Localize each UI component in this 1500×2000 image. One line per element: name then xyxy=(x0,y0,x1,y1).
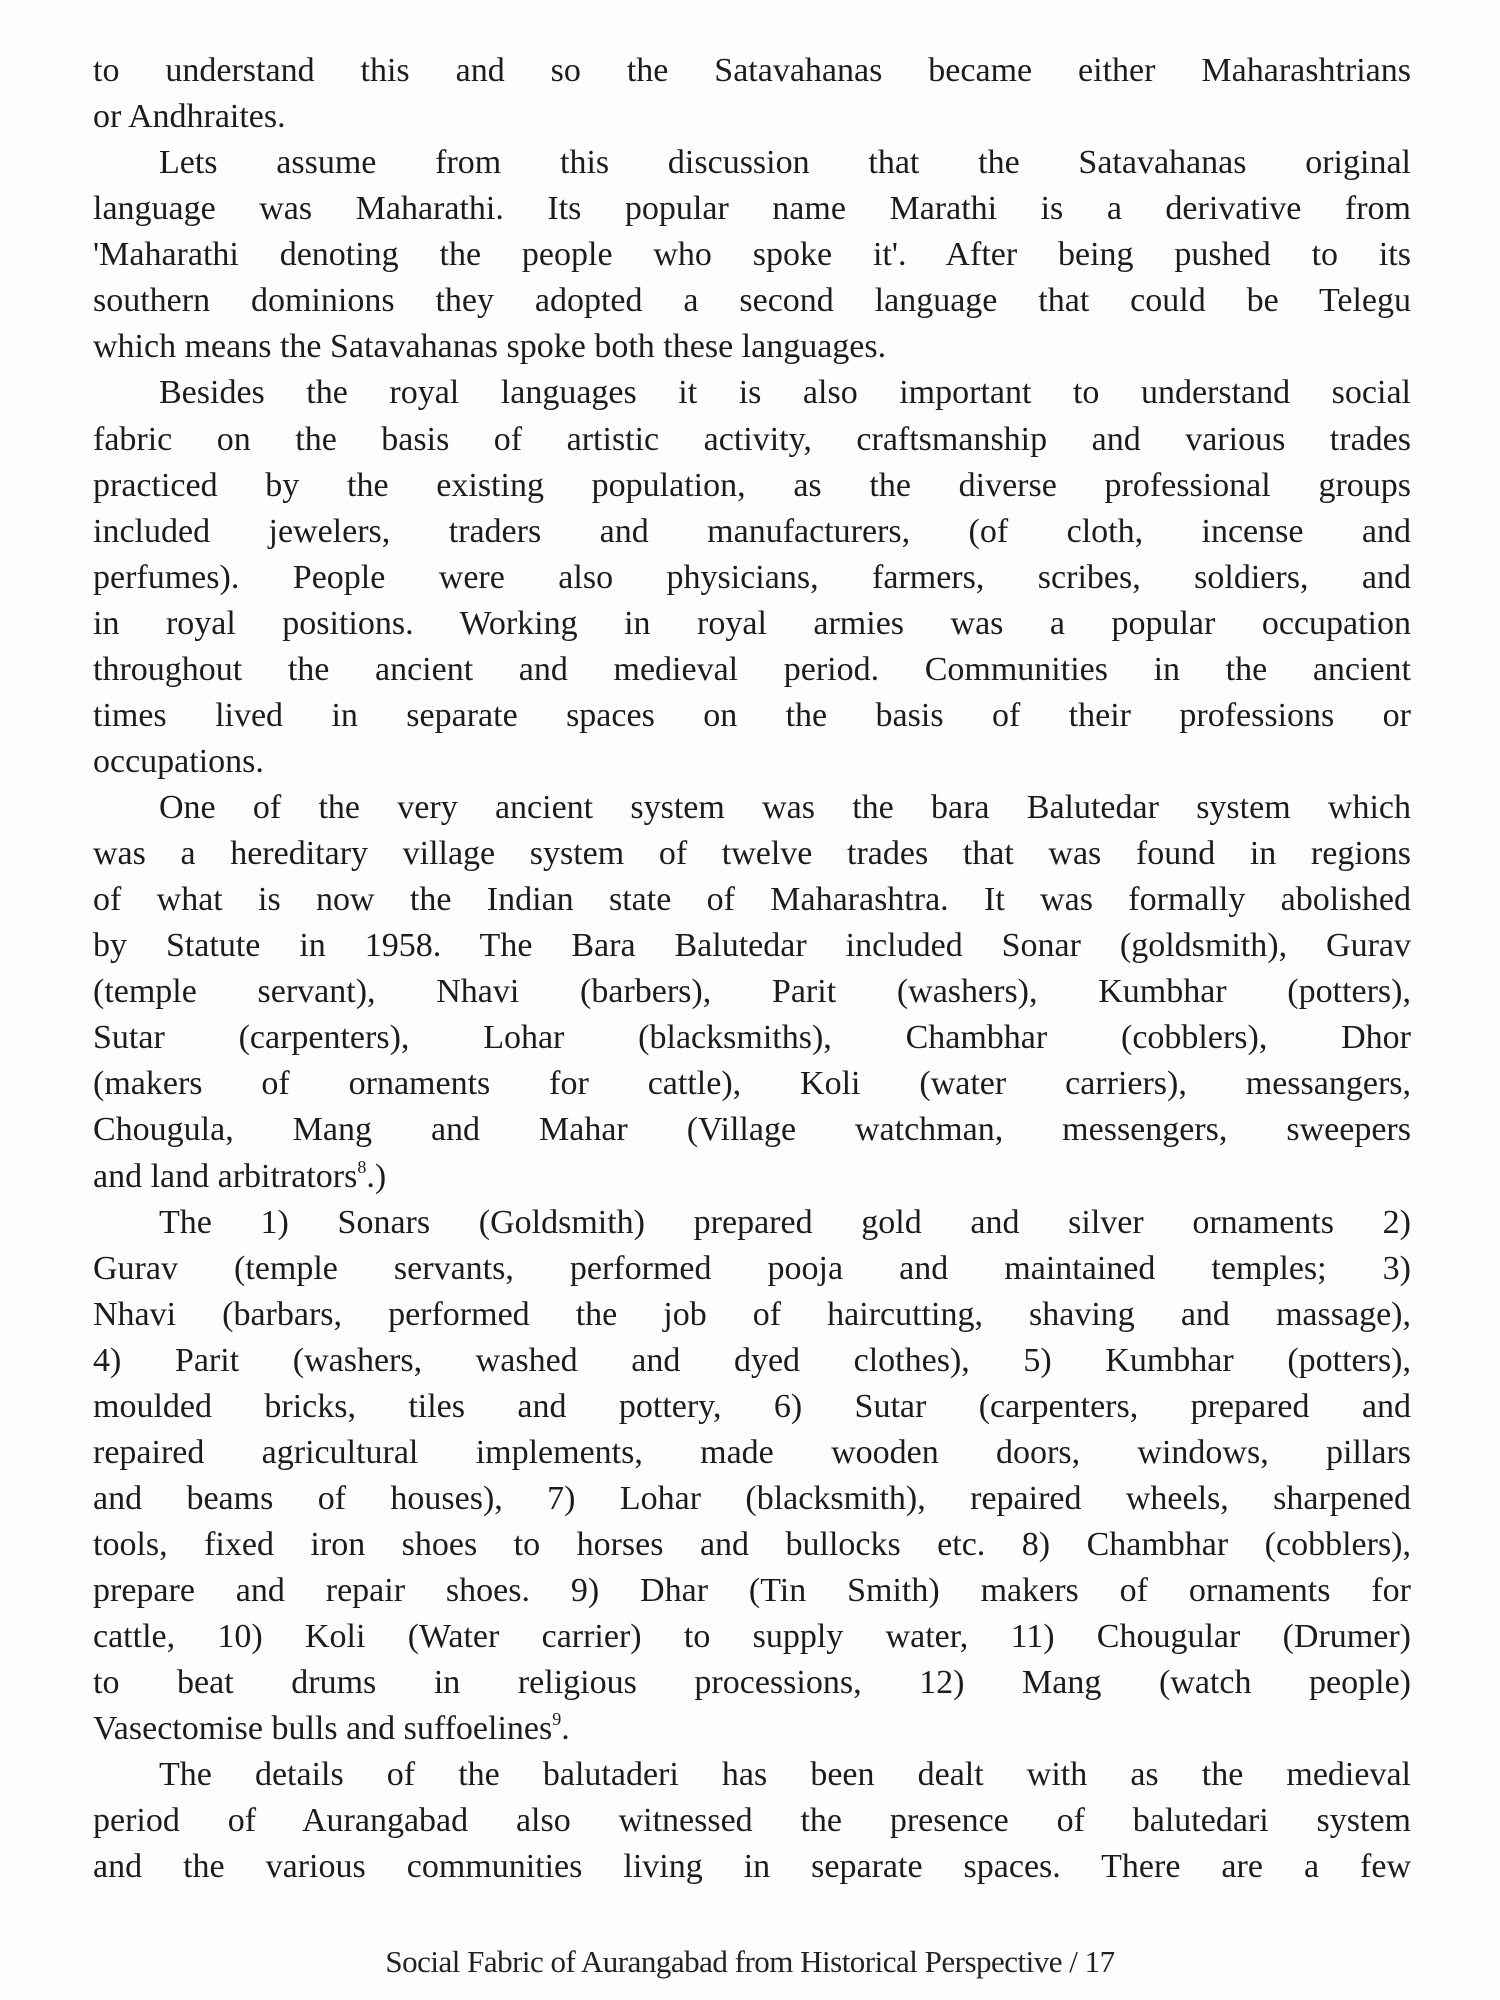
text-line: repaired agricultural implements, made wooden doors, windows, pillars xyxy=(93,1433,1411,1471)
text-line: prepare and repair shoes. 9) Dhar (Tin Smith) makers of ornaments for xyxy=(93,1572,1411,1610)
text-line: and the various communities living in separate spaces. There are a few xyxy=(93,1848,1411,1886)
text-line: southern dominions they adopted a second language that could be Telegu xyxy=(93,282,1411,320)
text-line: The details of the balutaderi has been dealt with as the medieval xyxy=(159,1756,1411,1794)
text-line: included jewelers, traders and manufacturers, (of cloth, incense and xyxy=(93,512,1411,550)
line-text: Vasectomise bulls and suffoelines xyxy=(93,1710,553,1748)
text-line: 4) Parit (washers, washed and dyed clothes), 5) Kumbhar (potters), xyxy=(93,1341,1411,1379)
text-line: and beams of houses), 7) Lohar (blacksmith), repaired wheels, sharpened xyxy=(93,1479,1411,1517)
line-text: and land arbitrators xyxy=(93,1157,358,1195)
text-line: moulded bricks, tiles and pottery, 6) Sutar (carpenters, prepared and xyxy=(93,1387,1411,1425)
text-line: perfumes). People were also physicians, farmers, scribes, soldiers, and xyxy=(93,558,1411,596)
text-line: Nhavi (barbars, performed the job of haircutting, shaving and massage), xyxy=(93,1295,1411,1333)
text-line xyxy=(93,1706,1411,1752)
text-line xyxy=(93,1154,1411,1200)
text-line: language was Maharathi. Its popular name Marathi is a derivative from xyxy=(93,190,1411,228)
text-line: practiced by the existing population, as the diverse professional groups xyxy=(93,466,1411,504)
text-line: (makers of ornaments for cattle), Koli (water carriers), messangers, xyxy=(93,1065,1411,1103)
text-line: tools, fixed iron shoes to horses and bullocks etc. 8) Chambhar (cobblers), xyxy=(93,1526,1411,1563)
text-line: times lived in separate spaces on the basis of their professions or xyxy=(93,696,1411,734)
text-line: to understand this and so the Satavahanas became either Maharashtrians xyxy=(93,52,1411,89)
text-line: (temple servant), Nhavi (barbers), Parit (washers), Kumbhar (potters), xyxy=(93,973,1411,1011)
text-line: occupations. xyxy=(93,742,264,780)
text-line: throughout the ancient and medieval period. Communities in the ancient xyxy=(93,650,1411,688)
text-line: or Andhraites. xyxy=(93,98,286,136)
text-line: of what is now the Indian state of Maharashtra. It was formally abolished xyxy=(93,881,1411,919)
text-line: Chougula, Mang and Mahar (Village watchman, messengers, sweepers xyxy=(93,1111,1411,1149)
footnote-reference[interactable]: 9 xyxy=(552,1709,562,1730)
text-line: Sutar (carpenters), Lohar (blacksmiths), Chambhar (cobblers), Dhor xyxy=(93,1019,1411,1057)
body-text xyxy=(93,48,1411,1891)
line-text: . xyxy=(561,1710,570,1748)
text-line: cattle, 10) Koli (Water carrier) to supply water, 11) Chougular (Drumer) xyxy=(93,1618,1411,1656)
text-line: Gurav (temple servants, performed pooja and maintained temples; 3) xyxy=(93,1249,1411,1287)
text-line: by Statute in 1958. The Bara Balutedar included Sonar (goldsmith), Gurav xyxy=(93,927,1411,965)
text-line: 'Maharathi denoting the people who spoke it'. After being pushed to its xyxy=(93,236,1411,274)
page-footer: Social Fabric of Aurangabad from Historical Perspective / 17 xyxy=(385,1944,1115,1979)
text-line: fabric on the basis of artistic activity, craftsmanship and various trades xyxy=(93,420,1411,458)
text-line: Lets assume from this discussion that the Satavahanas original xyxy=(159,144,1411,182)
text-line: One of the very ancient system was the bara Balutedar system which xyxy=(159,789,1411,826)
text-line: The 1) Sonars (Goldsmith) prepared gold and silver ornaments 2) xyxy=(159,1203,1411,1241)
text-line: period of Aurangabad also witnessed the presence of balutedari system xyxy=(93,1802,1411,1840)
footnote-reference[interactable]: 8 xyxy=(357,1156,367,1177)
line-text: .) xyxy=(366,1157,387,1195)
text-line: which means the Satavahanas spoke both these languages. xyxy=(93,328,887,366)
text-line: was a hereditary village system of twelve trades that was found in regions xyxy=(93,835,1411,873)
text-line: in royal positions. Working in royal armies was a popular occupation xyxy=(93,604,1411,642)
text-line: Besides the royal languages it is also important to understand social xyxy=(159,374,1411,412)
text-line: to beat drums in religious processions, 12) Mang (watch people) xyxy=(93,1664,1411,1702)
